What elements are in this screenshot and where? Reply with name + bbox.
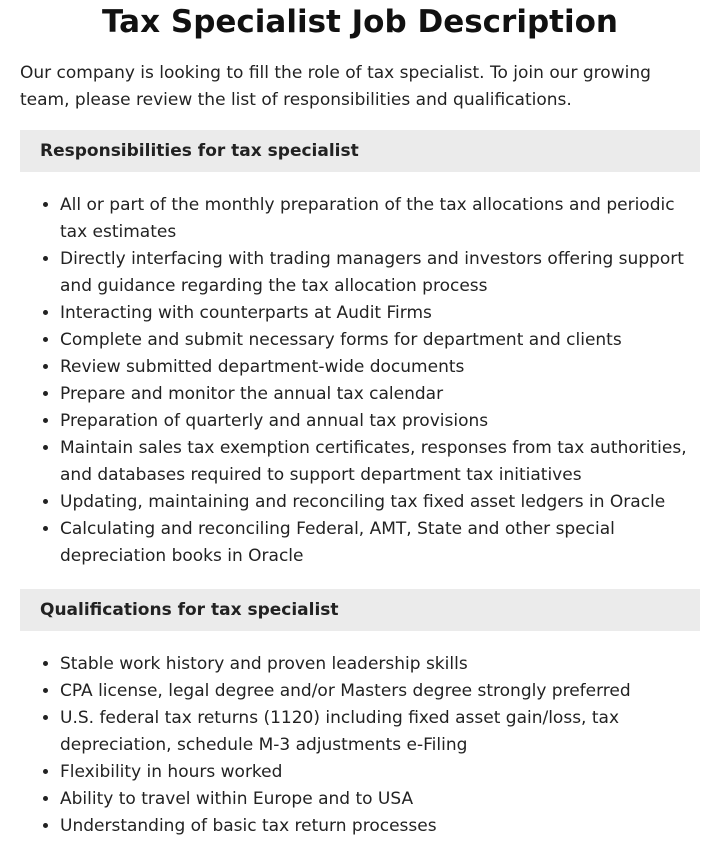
list-item: • U.S. federal tax returns (1120) including fixed asset gain/loss, tax depreciation, schedule M-3 adjustments e-Filing [60,705,700,759]
list-item: • All or part of the monthly preparation of the tax allocations and periodic tax estimates [60,192,700,246]
responsibilities-heading: Responsibilities for tax specialist [20,130,700,172]
list-item: • Understanding of basic tax return processes [60,813,700,840]
list-item: • Directly interfacing with trading managers and investors offering support and guidance regarding the tax allocation process [60,246,700,300]
list-item: • Stable work history and proven leadership skills [60,651,700,678]
list-item: • Interacting with counterparts at Audit Firms [60,300,700,327]
list-item: • Review submitted department-wide documents [60,354,700,381]
list-item: • Updating, maintaining and reconciling tax fixed asset ledgers in Oracle [60,489,700,516]
list-item: • Complete and submit necessary forms for department and clients [60,327,700,354]
list-item: • Flexibility in hours worked [60,759,700,786]
intro-paragraph: Our company is looking to fill the role of tax specialist. To join our growing team, please review the list of responsibilities and qualifications. [20,63,651,110]
list-item: • CPA license, legal degree and/or Masters degree strongly preferred [60,678,700,705]
qualifications-list [20,651,700,840]
list-item: • Ability to travel within Europe and to USA [60,786,700,813]
responsibilities-list [20,192,700,570]
list-item: • Maintain sales tax exemption certificates, responses from tax authorities, and databases required to support department tax initiatives [60,435,700,489]
list-item: • Preparation of quarterly and annual tax provisions [60,408,700,435]
page-title: Tax Specialist Job Description [102,4,618,40]
list-item: • Prepare and monitor the annual tax calendar [60,381,700,408]
list-item: • Calculating and reconciling Federal, AMT, State and other special depreciation books in Oracle [60,516,700,570]
qualifications-heading: Qualifications for tax specialist [20,589,700,631]
